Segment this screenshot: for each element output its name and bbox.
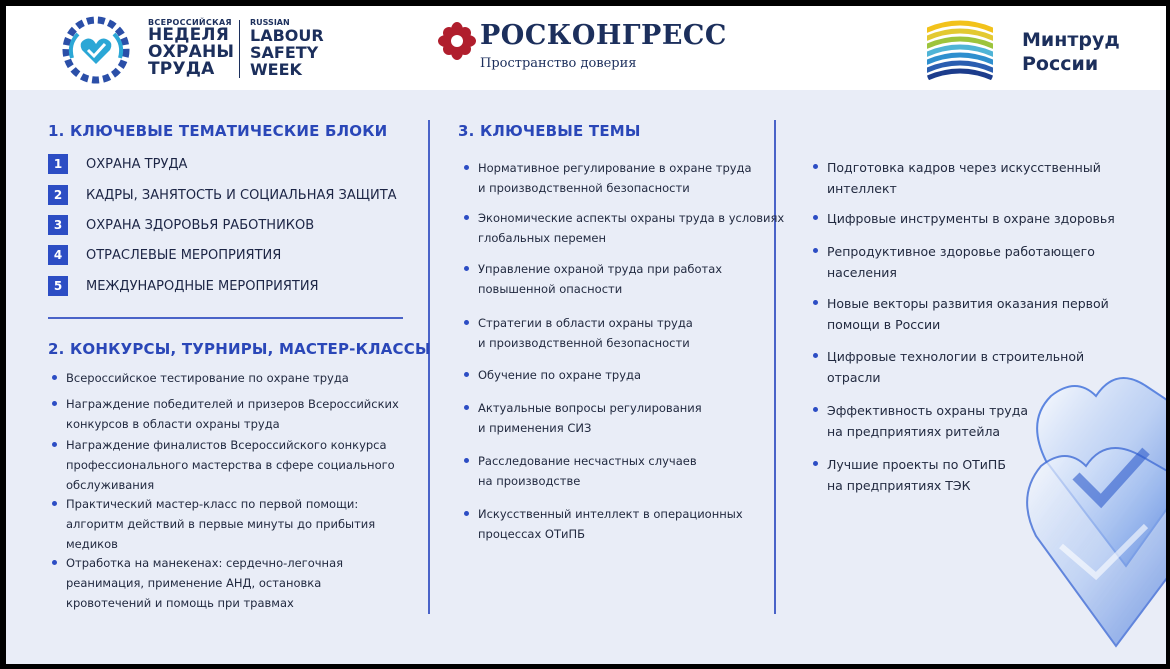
section-divider [48,317,403,319]
list-item-line: процессах ОТиПБ [478,527,585,541]
slide [6,6,1166,664]
roscongress-flower-icon [438,22,476,60]
list-item-line: Награждение победителей и призеров Всероссийских [66,397,399,411]
list-item-line: и производственной безопасности [478,181,690,195]
nok-ru-line: ТРУДА [148,59,215,79]
block-item [48,185,397,205]
list-item-line: Репродуктивное здоровье работающего [827,244,1095,259]
list-item-line: Всероссийское тестирование по охране труда [66,371,349,385]
list-item-line: реанимация, применение АНД, остановка [66,576,322,590]
column-divider [774,120,776,614]
list-item-line: Экономические аспекты охраны труда в условиях [478,211,785,225]
list-item-line: медиков [66,537,118,551]
list-item-line: населения [827,265,897,280]
list-item-line: Практический мастер-класс по первой помощи: [66,497,359,511]
block-item [48,245,281,265]
list-item-line: Нормативное регулирование в охране труда [478,161,752,175]
list-item-line: профессионального мастерства в сфере социального [66,458,395,472]
list-item-line: обслуживания [66,478,155,492]
list-item [827,454,1006,496]
list-item-line: Цифровые технологии в строительной [827,349,1085,364]
list-item-line: Награждение финалистов Всероссийского конкурса [66,438,387,452]
header-bar [6,6,1166,90]
section1-heading: 1. КЛЮЧЕВЫЕ ТЕМАТИЧЕСКИЕ БЛОКИ [48,122,388,140]
glass-heart-decoration-icon [1006,366,1166,664]
list-item-line: на предприятиях ТЭК [827,478,971,493]
list-item-line: Актуальные вопросы регулирования [478,401,702,415]
list-item [827,208,1115,229]
nok-en-small: RUSSIAN [250,18,290,27]
list-item-line: на производстве [478,474,581,488]
list-item [827,293,1109,335]
list-item-line: Новые векторы развития оказания первой [827,296,1109,311]
gear-heart-logo-icon [60,14,132,86]
list-item [827,241,1095,283]
mintrud-logo-icon [927,18,993,84]
roscongress-subtitle: Пространство доверия [480,56,637,71]
nok-en-line: SAFETY [250,43,319,62]
list-item [478,451,697,491]
list-item [478,504,743,544]
block-item [48,276,319,296]
block-item [48,215,314,235]
block-number: 2 [48,185,68,205]
list-item-line: Стратегии в области охраны труда [478,316,693,330]
list-item-line: конкурсов в области охраны труда [66,417,280,431]
list-item [827,346,1084,388]
list-item-line: Управление охраной труда при работах [478,262,723,276]
block-number: 5 [48,276,68,296]
mintrud-line: России [1022,53,1099,75]
nok-ru-small: ВСЕРОССИЙСКАЯ [148,18,232,27]
list-item-line: Расследование несчастных случаев [478,454,697,468]
list-item [66,494,375,554]
nok-russian-title [148,18,234,78]
list-item-line: отрасли [827,370,881,385]
block-number: 3 [48,215,68,235]
list-item [827,157,1101,199]
list-item [66,435,395,495]
block-label: ОХРАНА ТРУДА [86,156,188,172]
nok-ru-line: ОХРАНЫ [148,42,235,62]
section2-heading: 2. КОНКУРСЫ, ТУРНИРЫ, МАСТЕР-КЛАССЫ [48,340,431,358]
nok-en-line: WEEK [250,60,302,79]
block-number: 1 [48,154,68,174]
list-item [478,158,752,198]
list-item [66,394,399,434]
block-label: ОТРАСЛЕВЫЕ МЕРОПРИЯТИЯ [86,247,282,263]
column-divider [428,120,430,614]
list-item [478,365,641,385]
list-item [478,208,784,248]
list-item [66,368,349,388]
block-number: 4 [48,245,68,265]
list-item [827,400,1028,442]
list-item-line: глобальных перемен [478,231,606,245]
nok-ru-line: НЕДЕЛЯ [148,25,230,45]
section3-heading: 3. КЛЮЧЕВЫЕ ТЕМЫ [458,122,641,140]
block-item [48,154,187,174]
block-label: КАДРЫ, ЗАНЯТОСТЬ И СОЦИАЛЬНАЯ ЗАЩИТА [86,187,397,203]
logo-divider [239,20,240,78]
list-item-line: и применения СИЗ [478,421,592,435]
list-item [478,259,722,299]
list-item-line: Искусственный интеллект в операционных [478,507,743,521]
list-item-line: Отработка на манекенах: сердечно-легочная [66,556,344,570]
block-label: ОХРАНА ЗДОРОВЬЯ РАБОТНИКОВ [86,217,315,233]
list-item-line: и производственной безопасности [478,336,690,350]
list-item-line: Обучение по охране труда [478,368,641,382]
roscongress-title: РОСКОНГРЕСС [480,20,727,51]
list-item-line: алгоритм действий в первые минуты до прибытия [66,517,376,531]
mintrud-line: Минтруд [1022,29,1120,51]
mintrud-title [1022,28,1120,76]
nok-english-title [250,18,324,78]
list-item-line: помощи в России [827,317,941,332]
list-item [66,553,343,613]
block-label: МЕЖДУНАРОДНЫЕ МЕРОПРИЯТИЯ [86,278,319,294]
list-item [478,313,693,353]
list-item [478,398,702,438]
list-item-line: Цифровые инструменты в охране здоровья [827,211,1115,226]
list-item-line: на предприятиях ритейла [827,424,1001,439]
list-item-line: Эффективность охраны труда [827,403,1029,418]
list-item-line: кровотечений и помощь при травмах [66,596,294,610]
nok-en-line: LABOUR [250,26,324,45]
list-item-line: интеллект [827,181,897,196]
list-item-line: Лучшие проекты по ОТиПБ [827,457,1006,472]
list-item-line: повышенной опасности [478,282,623,296]
list-item-line: Подготовка кадров через искусственный [827,160,1101,175]
